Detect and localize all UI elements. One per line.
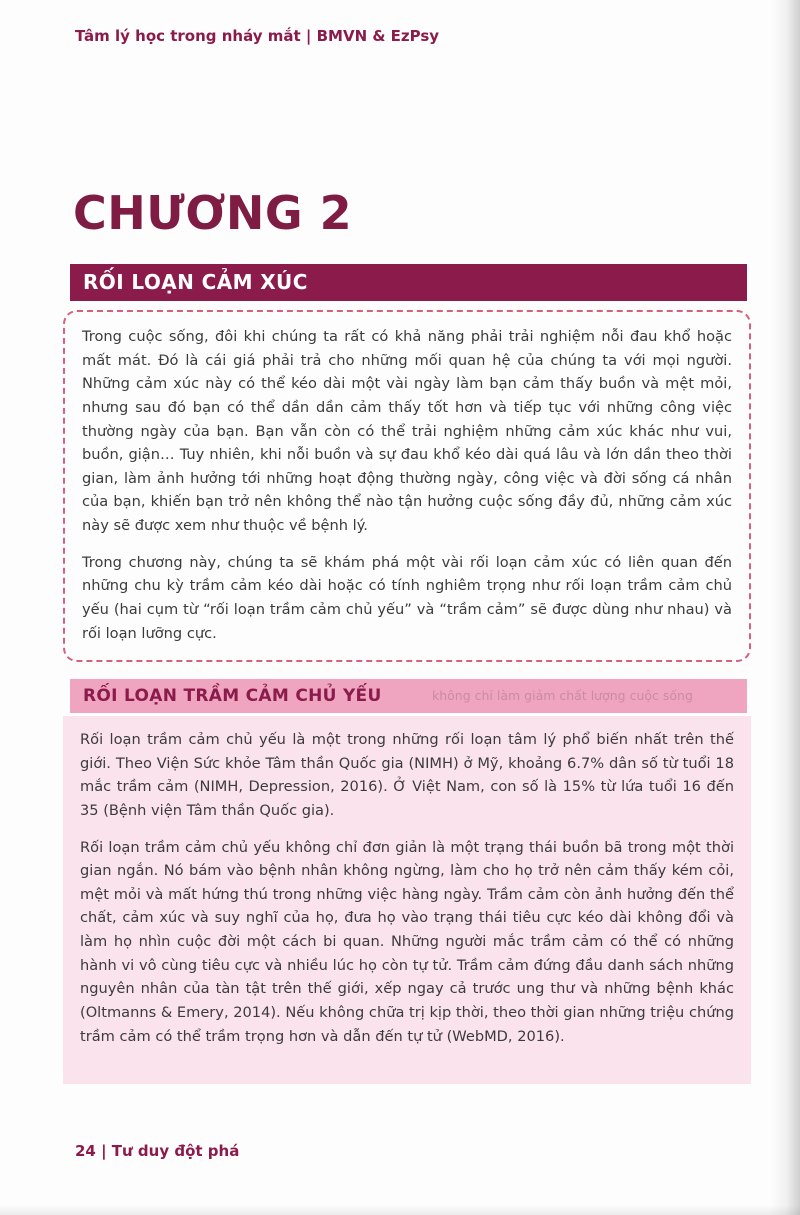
section-banner-major-depression-label: RỐI LOẠN TRẦM CẢM CHỦ YẾU (83, 686, 382, 706)
depression-paragraph-1: Rối loạn trầm cảm chủ yếu là một trong những rối loạn tâm lý phổ biến nhất trên thế giới. Theo Viện Sức khỏe Tâm thần Quốc gia (NIMH) ở Mỹ, khoảng 6.7% dân số từ tuổi 18 mắc trầm cảm (NIMH, Depression, 2016). Ở Việt Nam, con số là 15% từ lứa tuổi 16 đến 35 (Bệnh viện Tâm thần Quốc gia). (80, 731, 734, 819)
section-banner-emotional-disorders (70, 264, 747, 301)
chapter-title: CHƯƠNG 2 (73, 186, 353, 240)
section-banner-emotional-disorders-label: RỐI LOẠN CẢM XÚC (83, 270, 308, 294)
section-banner-major-depression (70, 679, 747, 713)
page-footer: 24 | Tư duy đột phá (75, 1142, 240, 1160)
page-edge-shadow (770, 0, 800, 1215)
depression-paragraph-2: Rối loạn trầm cảm chủ yếu không chỉ đơn giản là một trạng thái buồn bã trong một thời gian ngắn. Nó bám vào bệnh nhân không ngừng, làm cho họ trở nên cảm thấy kém cỏi, mệt mỏi và mất hứng thú trong những việc hàng ngày. Trầm cảm còn ảnh hưởng đến thể chất, cảm xúc và suy nghĩ của họ, đưa họ vào trạng thái tiêu cực kéo dài không đổi và làm họ nhìn cuộc đời một cách bi quan. Những người mắc trầm cảm có thể có những hành vi vô cùng tiêu cực và nhiều lúc họ còn tự tử. Trầm cảm đứng đầu danh sách những nguyên nhân của tàn tật trên thế giới, xếp ngay cả trước ung thư và những bệnh khác (Oltmanns & Emery, 2014). Nếu không chữa trị kịp thời, theo thời gian những triệu chứng trầm cảm có thể trầm trọng hơn và dẫn đến tự tử (WebMD, 2016). (80, 838, 734, 1045)
intro-dashed-box (63, 310, 751, 662)
page-bleed-through-text: không chỉ làm giảm chất lượng cuộc sống (432, 688, 693, 703)
intro-paragraph-2: Trong chương này, chúng ta sẽ khám phá một vài rối loạn cảm xúc có liên quan đến những chu kỳ trầm cảm kéo dài hoặc có tính nghiêm trọng như rối loạn trầm cảm chủ yếu (hai cụm từ “rối loạn trầm cảm chủ yếu” và “trầm cảm” sẽ được dùng như nhau) và rối loạn lưỡng cực. (82, 553, 732, 642)
major-depression-body (63, 716, 751, 1084)
page-bottom-shade (0, 1205, 800, 1215)
running-header: Tâm lý học trong nháy mắt | BMVN & EzPsy (75, 27, 440, 45)
intro-paragraph-1: Trong cuộc sống, đôi khi chúng ta rất có khả năng phải trải nghiệm nỗi đau khổ hoặc mất mát. Đó là cái giá phải trả cho những mối quan hệ của chúng ta với mọi người. Những cảm xúc này có thể kéo dài một vài ngày làm bạn cảm thấy buồn và mệt mỏi, nhưng sau đó bạn có thể dần dần cảm thấy tốt hơn và tiếp tục với những công việc thường ngày của bạn. Bạn vẫn còn có thể trải nghiệm những cảm xúc khác như vui, buồn, giận… Tuy nhiên, khi nỗi buồn và sự đau khổ kéo dài quá lâu và lớn dần theo thời gian, làm ảnh hưởng tới những hoạt động thường ngày, công việc và đời sống cá nhân của bạn, khiến bạn trở nên không thể nào tận hưởng cuộc sống đầy đủ, những cảm xúc này sẽ được xem như thuộc về bệnh lý. (82, 328, 732, 535)
